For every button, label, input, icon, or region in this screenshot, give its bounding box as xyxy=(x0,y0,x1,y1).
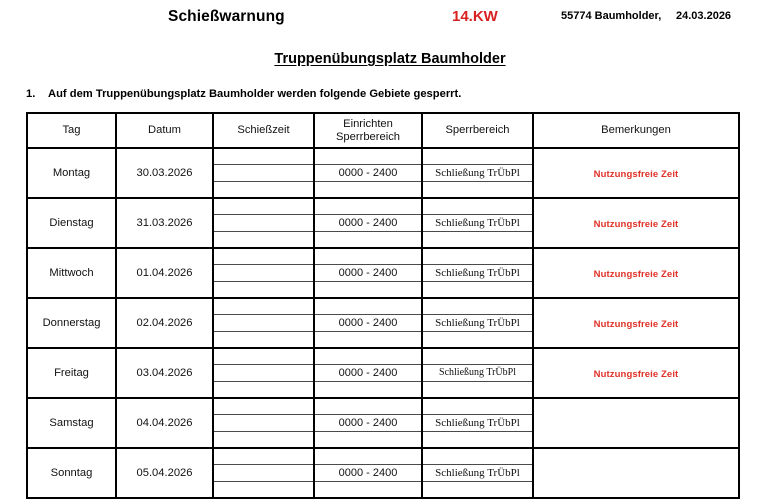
subrow-value xyxy=(214,415,313,431)
cell-bemerkungen xyxy=(533,148,739,198)
subrow-value: Schließung TrÜbPl xyxy=(423,165,532,181)
cell-sperrbereich xyxy=(422,248,533,298)
subrow-value xyxy=(214,465,313,481)
closure-schedule-table xyxy=(26,112,740,499)
page-title: Schießwarnung xyxy=(168,8,285,25)
cell-schiesszeit xyxy=(213,398,314,448)
subrow-empty-bottom xyxy=(315,331,421,347)
header-date: 24.03.2026 xyxy=(676,10,732,22)
subrow-empty-top xyxy=(315,349,421,365)
table-body xyxy=(27,148,739,498)
column-header-einrichten-line2: Sperrbereich xyxy=(335,130,401,143)
subrow-empty-top xyxy=(315,249,421,265)
subrow-value: 0000 - 2400 xyxy=(315,465,421,481)
subtitle: Truppenübungsplatz Baumholder xyxy=(274,51,506,67)
table-row xyxy=(27,348,739,398)
table-row xyxy=(27,198,739,248)
cell-schiesszeit xyxy=(213,298,314,348)
subrow-empty-top xyxy=(214,349,313,365)
cell-date: 30.03.2026 xyxy=(116,148,213,198)
subrow-empty-top xyxy=(423,349,532,365)
subrow-empty-top xyxy=(315,299,421,315)
subrow-empty-bottom xyxy=(214,231,313,247)
subrow-value: Schließung TrÜbPl xyxy=(423,265,532,281)
cell-bemerkungen xyxy=(533,348,739,398)
cell-day: Donnerstag xyxy=(27,298,116,348)
cell-bemerkungen xyxy=(533,448,739,498)
subrow-value xyxy=(214,315,313,331)
cell-bemerkungen xyxy=(533,398,739,448)
column-header-einrichten-sperrbereich xyxy=(314,113,422,148)
subrow-value xyxy=(214,365,313,381)
remark-text: Nutzungsfreie Zeit xyxy=(593,269,679,280)
cell-sperrbereich xyxy=(422,148,533,198)
cell-day: Samstag xyxy=(27,398,116,448)
cell-bemerkungen xyxy=(533,248,739,298)
subrow-empty-top xyxy=(423,399,532,415)
table-row xyxy=(27,398,739,448)
cell-day: Dienstag xyxy=(27,198,116,248)
column-header-datum: Datum xyxy=(116,113,213,148)
cell-day: Freitag xyxy=(27,348,116,398)
subrow-empty-top xyxy=(315,199,421,215)
table-row xyxy=(27,248,739,298)
subrow-empty-top xyxy=(315,449,421,465)
subrow-empty-top xyxy=(315,399,421,415)
cell-sperrbereich xyxy=(422,298,533,348)
column-header-tag: Tag xyxy=(27,113,116,148)
cell-date: 05.04.2026 xyxy=(116,448,213,498)
document-header xyxy=(0,0,780,36)
cell-schiesszeit xyxy=(213,148,314,198)
cell-einrichten-sperrbereich xyxy=(314,448,422,498)
subrow-empty-bottom xyxy=(315,281,421,297)
cell-einrichten-sperrbereich xyxy=(314,348,422,398)
cell-schiesszeit xyxy=(213,248,314,298)
subrow-empty-top xyxy=(214,199,313,215)
subrow-value: Schließung TrÜbPl xyxy=(423,315,532,331)
cell-sperrbereich xyxy=(422,398,533,448)
subrow-empty-bottom xyxy=(423,231,532,247)
calendar-week-badge: 14.KW xyxy=(452,8,498,25)
subrow-empty-bottom xyxy=(214,331,313,347)
remark-text: Nutzungsfreie Zeit xyxy=(593,169,679,180)
cell-schiesszeit xyxy=(213,448,314,498)
remark-text: Nutzungsfreie Zeit xyxy=(593,319,679,330)
intro-list-number: 1. xyxy=(26,88,36,100)
cell-sperrbereich xyxy=(422,198,533,248)
cell-bemerkungen xyxy=(533,198,739,248)
subrow-empty-bottom xyxy=(423,381,532,397)
subrow-value: Schließung TrÜbPl xyxy=(423,365,532,381)
subrow-empty-top xyxy=(315,149,421,165)
subrow-empty-top xyxy=(423,449,532,465)
cell-einrichten-sperrbereich xyxy=(314,248,422,298)
subrow-empty-top xyxy=(423,249,532,265)
cell-einrichten-sperrbereich xyxy=(314,398,422,448)
subrow-empty-top xyxy=(214,299,313,315)
subrow-value: 0000 - 2400 xyxy=(315,215,421,231)
cell-day: Sonntag xyxy=(27,448,116,498)
subrow-value: Schließung TrÜbPl xyxy=(423,465,532,481)
subrow-empty-top xyxy=(423,149,532,165)
cell-date: 01.04.2026 xyxy=(116,248,213,298)
subrow-empty-top xyxy=(214,249,313,265)
subrow-empty-bottom xyxy=(315,181,421,197)
subrow-value xyxy=(214,265,313,281)
subrow-value: 0000 - 2400 xyxy=(315,165,421,181)
subrow-value: 0000 - 2400 xyxy=(315,265,421,281)
cell-sperrbereich xyxy=(422,448,533,498)
subrow-empty-bottom xyxy=(214,431,313,447)
intro-text: Auf dem Truppenübungsplatz Baumholder werden folgende Gebiete gesperrt. xyxy=(48,88,462,100)
header-place: 55774 Baumholder, xyxy=(561,10,662,22)
subrow-empty-bottom xyxy=(214,181,313,197)
subrow-empty-bottom xyxy=(214,281,313,297)
subrow-empty-bottom xyxy=(315,431,421,447)
subrow-value: Schließung TrÜbPl xyxy=(423,215,532,231)
remark-text: Nutzungsfreie Zeit xyxy=(593,369,679,380)
cell-sperrbereich xyxy=(422,348,533,398)
cell-schiesszeit xyxy=(213,198,314,248)
subrow-empty-top xyxy=(214,449,313,465)
subrow-empty-bottom xyxy=(423,431,532,447)
column-header-einrichten-line1: Einrichten xyxy=(343,117,393,130)
subrow-value xyxy=(214,165,313,181)
subrow-empty-bottom xyxy=(423,181,532,197)
subrow-empty-bottom xyxy=(315,231,421,247)
subrow-empty-bottom xyxy=(315,381,421,397)
cell-einrichten-sperrbereich xyxy=(314,148,422,198)
subrow-empty-top xyxy=(214,399,313,415)
intro-paragraph xyxy=(26,88,726,100)
cell-date: 04.04.2026 xyxy=(116,398,213,448)
subrow-value: 0000 - 2400 xyxy=(315,315,421,331)
subrow-value: Schließung TrÜbPl xyxy=(423,415,532,431)
cell-date: 02.04.2026 xyxy=(116,298,213,348)
column-header-sperrbereich: Sperrbereich xyxy=(422,113,533,148)
cell-date: 31.03.2026 xyxy=(116,198,213,248)
column-header-schiesszeit: Schießzeit xyxy=(213,113,314,148)
subrow-empty-bottom xyxy=(214,381,313,397)
table-row xyxy=(27,148,739,198)
subrow-empty-top xyxy=(214,149,313,165)
subrow-value: 0000 - 2400 xyxy=(315,365,421,381)
column-header-bemerkungen: Bemerkungen xyxy=(533,113,739,148)
cell-einrichten-sperrbereich xyxy=(314,198,422,248)
table-row xyxy=(27,448,739,498)
cell-date: 03.04.2026 xyxy=(116,348,213,398)
cell-schiesszeit xyxy=(213,348,314,398)
table-row xyxy=(27,298,739,348)
subrow-empty-top xyxy=(423,299,532,315)
table-header-row xyxy=(27,113,739,148)
subrow-empty-top xyxy=(423,199,532,215)
cell-einrichten-sperrbereich xyxy=(314,298,422,348)
cell-bemerkungen xyxy=(533,298,739,348)
subrow-empty-bottom xyxy=(423,281,532,297)
subrow-empty-bottom xyxy=(423,331,532,347)
cell-day: Montag xyxy=(27,148,116,198)
remark-text: Nutzungsfreie Zeit xyxy=(593,219,679,230)
subrow-value xyxy=(214,215,313,231)
cell-day: Mittwoch xyxy=(27,248,116,298)
subrow-value: 0000 - 2400 xyxy=(315,415,421,431)
